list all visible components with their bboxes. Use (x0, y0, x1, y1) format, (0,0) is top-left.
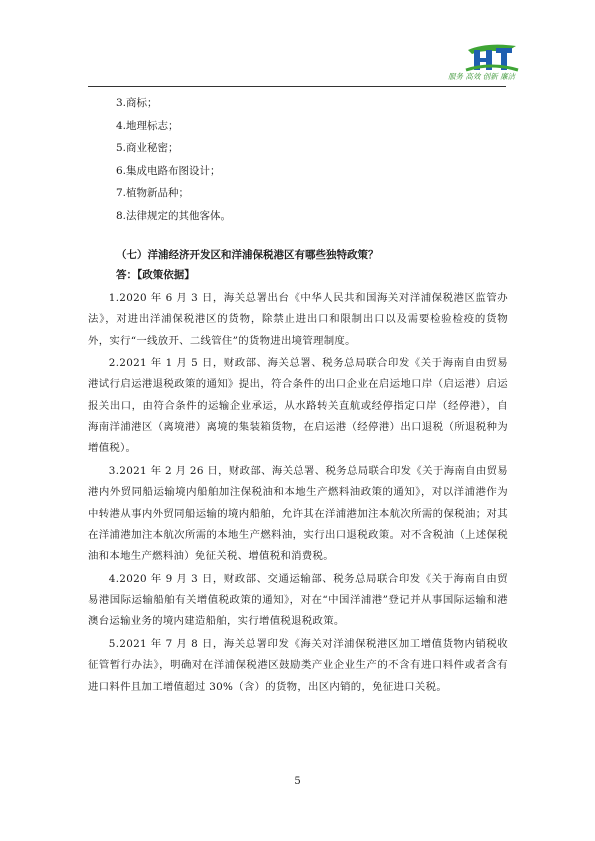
logo-slogan: 服务 高效 创新 廉洁 (448, 72, 516, 81)
policy-paragraph: 3.2021 年 2 月 26 日，财政部、海关总署、税务总局联合印发《关于海南自由贸易港内外贸同船运输境内船舶加注保税油和本地生产燃料油政策的通知》，对以洋浦港作为中转港从事内外贸同船运输的境内船舶，允许其在洋浦港加注本航次所需的保税油；对其在洋浦港加注本航次所需的本地生产燃料油，实行出口退税政策。对不含税油（上述保税油和本地生产燃料油）免征关税、增值税和消费税。 (88, 464, 508, 563)
list-item: 4.地理标志； (116, 119, 179, 132)
page-number: 5 (294, 776, 301, 787)
answer-label: 答：【政策依据】 (116, 269, 195, 281)
list-item: 6.集成电路布图设计； (116, 164, 221, 177)
list-item: 3.商标； (116, 97, 158, 109)
header-rule (88, 86, 506, 87)
list-item: 5.商业秘密； (116, 142, 179, 154)
logo (446, 40, 586, 85)
policy-paragraph: 2.2021 年 1 月 5 日，财政部、海关总署、税务总局联合印发《关于海南自由贸易港试行启运港退税政策的通知》提出，符合条件的出口企业在启运地口岸（启运港）启运报关出口，由符合条件的运输企业承运，从水路转关直航或经停指定口岸（经停港），自海南洋浦港区（离境港）离境的集装箱货物，在启运港（经停港）出口退税（所退税种为增值税）。 (88, 357, 508, 455)
ip-object-list (116, 92, 231, 227)
list-item: 7.植物新品种； (116, 187, 190, 199)
list-item: 8.法律规定的其他客体。 (116, 209, 232, 222)
policy-paragraph: 1.2020 年 6 月 3 日，海关总署出台《中华人民共和国海关对洋浦保税港区监管办法》，对进出洋浦保税港区的货物，除禁止进出口和限制出口以及需要检验检疫的货物外，实行“一线放开、二线管住”的货物进出境管理制度。 (88, 292, 508, 347)
policy-paragraphs (88, 288, 508, 699)
policy-paragraph: 5.2021 年 7 月 8 日，海关总署印发《海关对洋浦保税港区加工增值货物内销税收征管暂行办法》，明确对在洋浦保税港区鼓励类产业企业生产的不含有进口料件或者含有进口料件且加工增值超过 30%（含）的货物，出区内销的，免征进口关税。 (88, 637, 508, 693)
section-heading: （七）洋浦经济开发区和洋浦保税港区有哪些独特政策？ (116, 249, 379, 261)
policy-paragraph: 4.2020 年 9 月 3 日，财政部、交通运输部、税务总局联合印发《关于海南自由贸易港国际运输船舶有关增值税政策的通知》，对在“中国洋浦港”登记并从事国际运输和港澳台运输业务的境内建造船舶，实行增值税退税政策。 (88, 572, 508, 628)
